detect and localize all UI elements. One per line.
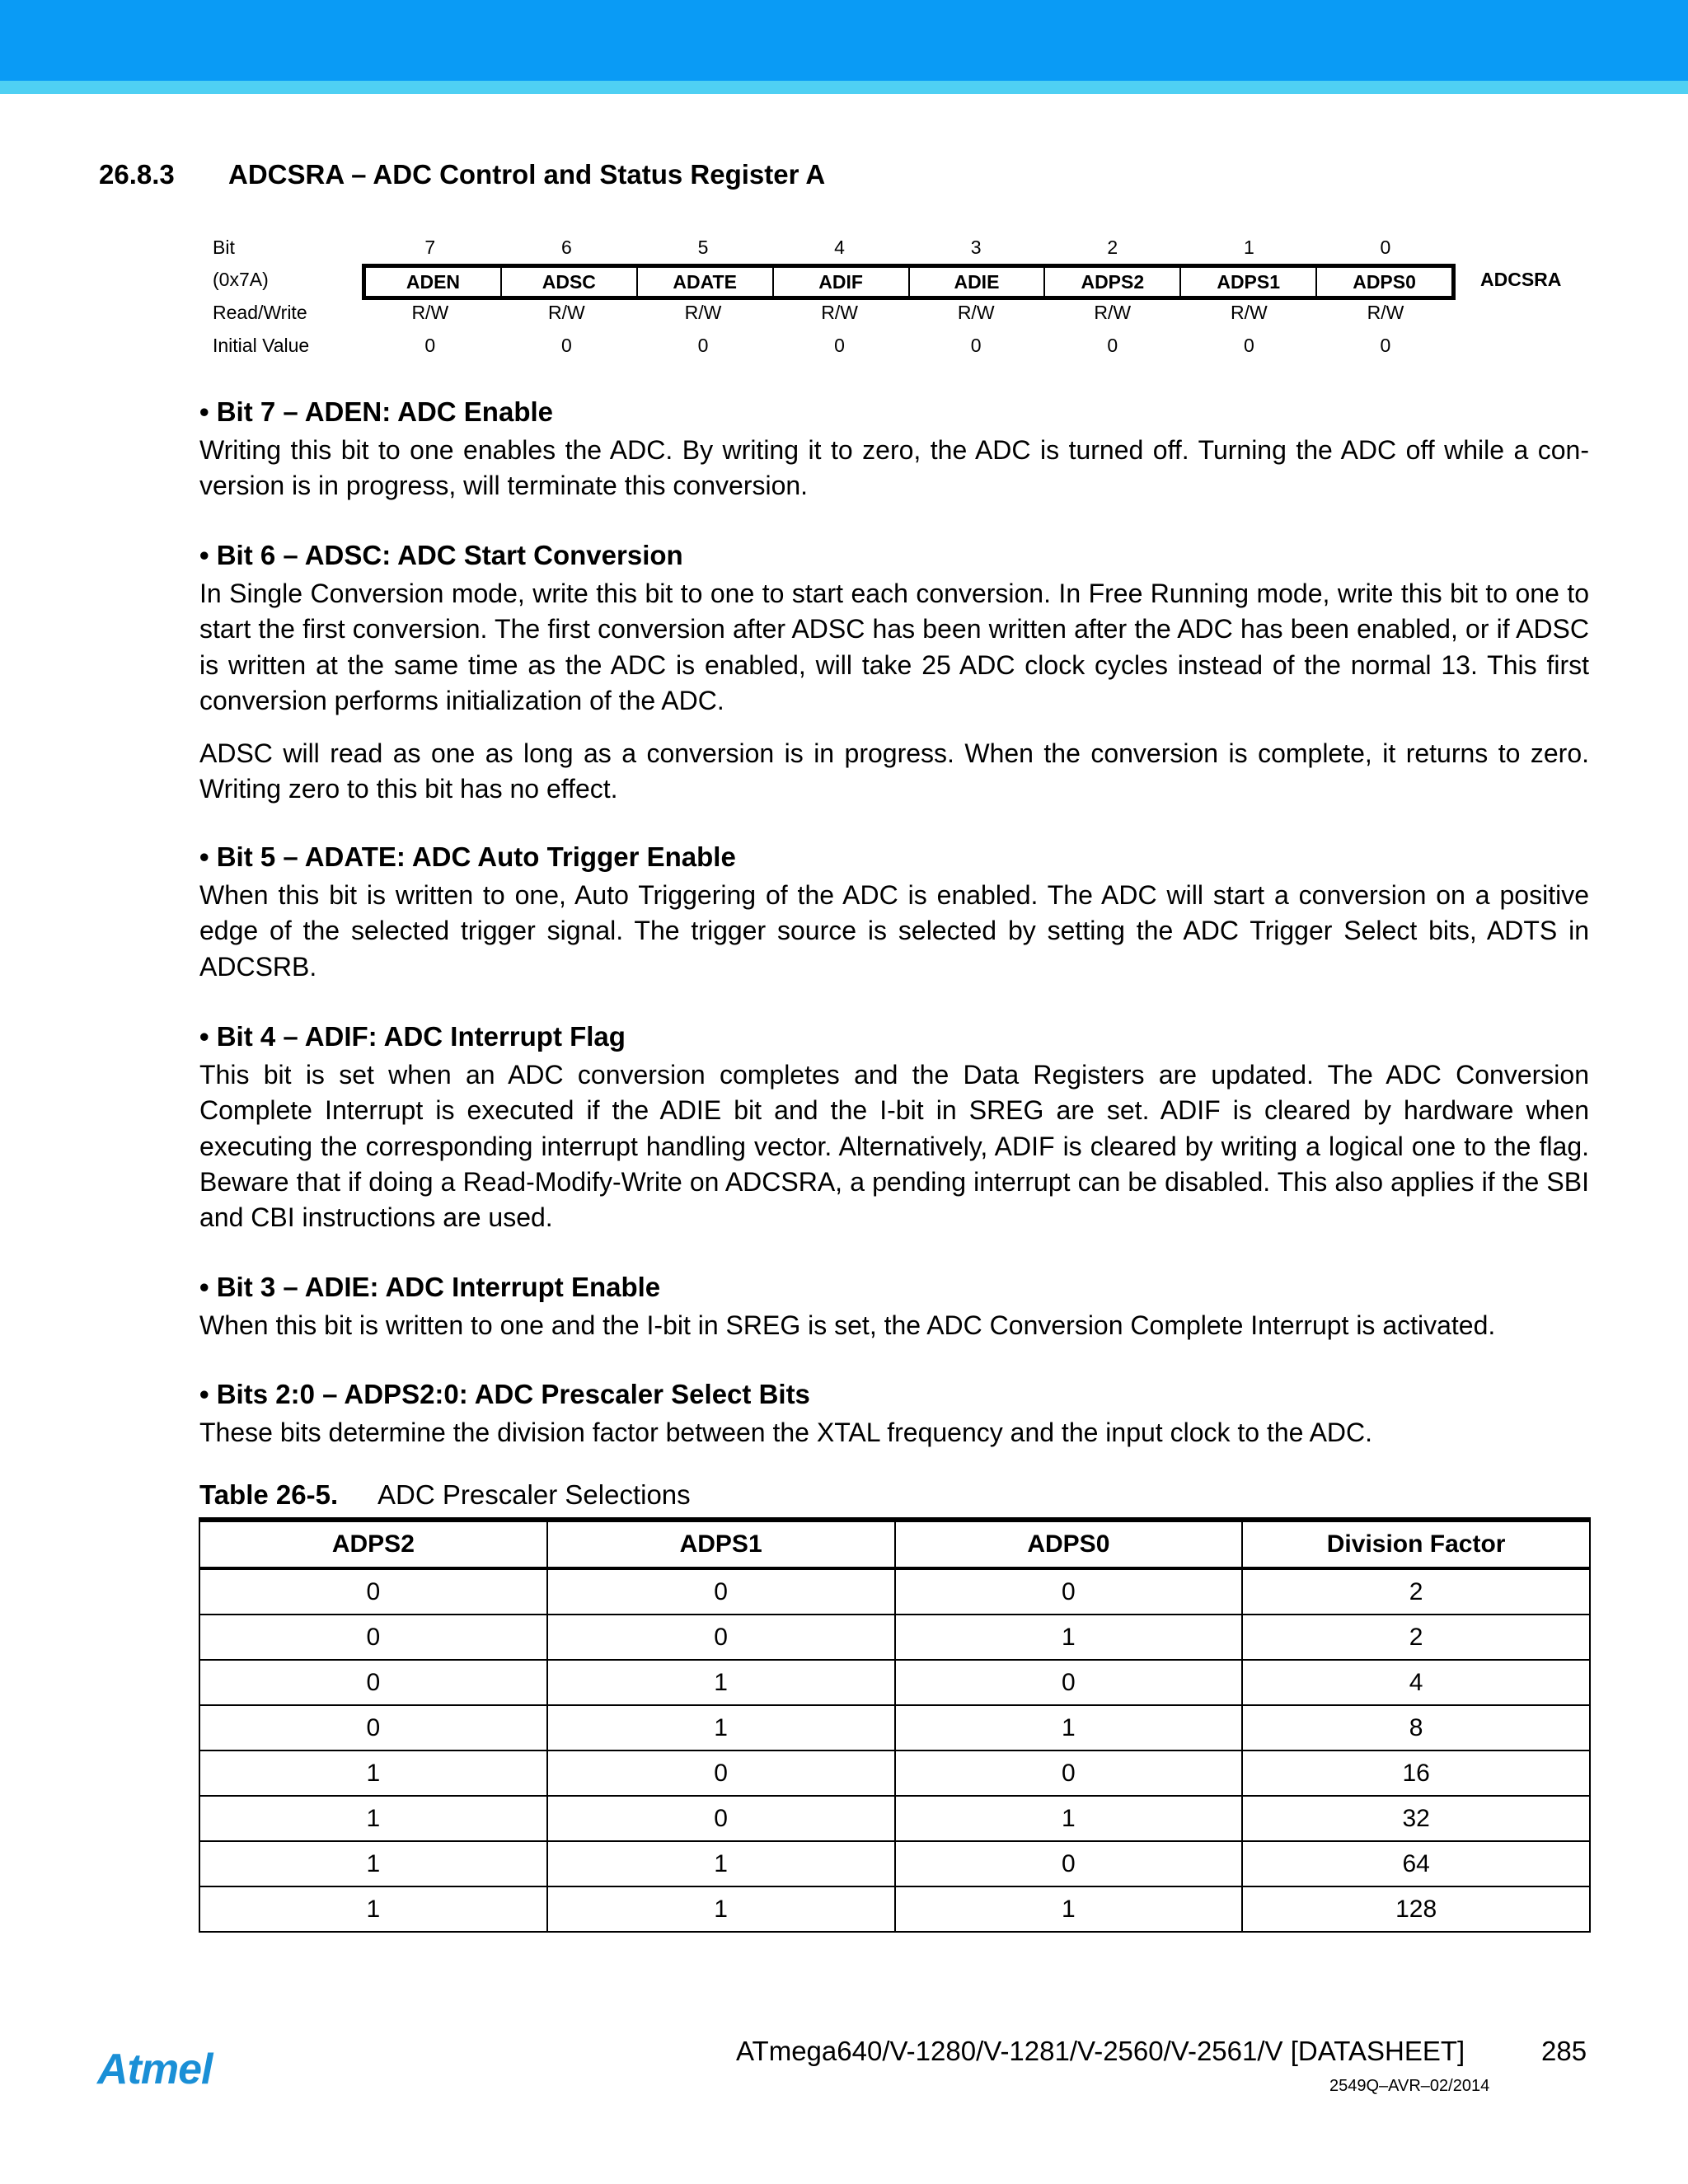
- table-cell: 4: [1242, 1660, 1590, 1705]
- register-name: ADCSRA: [1480, 269, 1562, 290]
- initial-value: 0: [697, 335, 709, 356]
- access-value: R/W: [411, 302, 449, 323]
- atmel-logo: [96, 2044, 244, 2097]
- initial-value: 0: [560, 335, 572, 356]
- access-value: R/W: [548, 302, 585, 323]
- bit-name: ADIF: [774, 268, 910, 296]
- table-cell: 1: [895, 1615, 1243, 1660]
- access-value: R/W: [957, 302, 995, 323]
- table-caption-title: ADC Prescaler Selections: [377, 1479, 691, 1510]
- initial-value: 0: [424, 335, 436, 356]
- bit-name: ADPS0: [1353, 271, 1416, 293]
- table-cell: 8: [1242, 1705, 1590, 1750]
- table-cell: 2: [1242, 1615, 1590, 1660]
- access-value: R/W: [1094, 302, 1132, 323]
- table-cell: 16: [1242, 1750, 1590, 1796]
- initial-value: 0: [1107, 335, 1118, 356]
- table-cell: 1: [547, 1705, 895, 1750]
- table-cell: 2: [1242, 1568, 1590, 1615]
- bit-name: ADEN: [366, 268, 502, 296]
- footer-document-title: ATmega640/V-1280/V-1281/V-2560/V-2561/V [DATASHEET]: [736, 2036, 1465, 2066]
- reg-label-bit: Bit: [213, 237, 235, 258]
- table-cell: 1: [895, 1886, 1243, 1932]
- bit-number-row: [362, 237, 1456, 259]
- table-row: [199, 1705, 1590, 1750]
- section-title: ADCSRA – ADC Control and Status Register A: [228, 159, 826, 190]
- reg-label-address: (0x7A): [213, 269, 269, 290]
- access-row: [362, 302, 1456, 324]
- bit5-title: • Bit 5 – ADATE: ADC Auto Trigger Enable: [199, 841, 736, 872]
- table-header-row: [199, 1520, 1590, 1568]
- table-header: ADPS0: [895, 1520, 1243, 1568]
- access-value: R/W: [821, 302, 858, 323]
- bits2-0-paragraph: These bits determine the division factor between the XTAL frequency and the input clock to the ADC.: [199, 1418, 1373, 1447]
- bit6-title: • Bit 6 – ADSC: ADC Start Conversion: [199, 540, 683, 570]
- svg-text:Atmel: Atmel: [97, 2046, 213, 2093]
- table-cell: 32: [1242, 1796, 1590, 1841]
- table-cell: 1: [895, 1705, 1243, 1750]
- table-row: [199, 1750, 1590, 1796]
- table-row: [199, 1615, 1590, 1660]
- table-header: ADPS2: [199, 1520, 547, 1568]
- section-heading: [99, 159, 825, 190]
- bit3-paragraph: When this bit is written to one and the I-bit in SREG is set, the ADC Conversion Complete Interrupt is activated.: [199, 1310, 1496, 1340]
- initial-value: 0: [1243, 335, 1254, 356]
- access-value: R/W: [1231, 302, 1268, 323]
- initial-value: 0: [970, 335, 982, 356]
- initial-value: 0: [1380, 335, 1391, 356]
- header-bar: [0, 0, 1688, 81]
- bit5-paragraph: When this bit is written to one, Auto Triggering of the ADC is enabled. The ADC will start a conversion on a positive edge of the selected trigger signal. The trigger source is selected by setting the ADC Trigger Select bits, ADTS in ADCSRB.: [199, 880, 1589, 982]
- bit-name: ADATE: [638, 268, 774, 296]
- bit-number: 1: [1243, 237, 1254, 258]
- initial-value: 0: [834, 335, 845, 356]
- bit4-title: • Bit 4 – ADIF: ADC Interrupt Flag: [199, 1021, 626, 1052]
- table-cell: 0: [547, 1615, 895, 1660]
- table-row: [199, 1841, 1590, 1886]
- bit-number: 3: [970, 237, 982, 258]
- table-cell: 1: [547, 1886, 895, 1932]
- table-cell: 0: [199, 1615, 547, 1660]
- footer-doc-id: 2549Q–AVR–02/2014: [1329, 2077, 1490, 2095]
- register-bit-box: [362, 264, 1456, 300]
- table-cell: 1: [199, 1886, 547, 1932]
- bit-name: ADPS2: [1045, 268, 1181, 296]
- table-cell: 0: [895, 1750, 1243, 1796]
- table-cell: 1: [895, 1796, 1243, 1841]
- table-row: [199, 1796, 1590, 1841]
- section-number: 26.8.3: [99, 159, 175, 190]
- table-header: ADPS1: [547, 1520, 895, 1568]
- access-value: R/W: [684, 302, 722, 323]
- bit7-paragraph: Writing this bit to one enables the ADC. By writing it to zero, the ADC is turned off. Turning the ADC off while a con-version is in progress, will terminate this conversion.: [199, 435, 1589, 501]
- header-stripe: [0, 81, 1688, 94]
- table-cell: 1: [547, 1841, 895, 1886]
- bit6-paragraph-2: ADSC will read as one as long as a conversion is in progress. When the conversion is complete, it returns to zero. Writing zero to this bit has no effect.: [199, 738, 1589, 804]
- table-cell: 0: [895, 1841, 1243, 1886]
- table-header: Division Factor: [1242, 1520, 1590, 1568]
- table-cell: 64: [1242, 1841, 1590, 1886]
- table-caption-number: Table 26-5.: [199, 1479, 339, 1510]
- bit-name: ADPS1: [1181, 268, 1317, 296]
- bit7-title: • Bit 7 – ADEN: ADC Enable: [199, 396, 553, 427]
- table-cell: 0: [895, 1568, 1243, 1615]
- bit-number: 5: [697, 237, 709, 258]
- table-cell: 0: [895, 1660, 1243, 1705]
- table-cell: 0: [547, 1750, 895, 1796]
- table-cell: 0: [547, 1796, 895, 1841]
- initial-row: [362, 335, 1456, 357]
- bit-number: 0: [1380, 237, 1391, 258]
- table-row: [199, 1568, 1590, 1615]
- table-row: [199, 1660, 1590, 1705]
- table-row: [199, 1886, 1590, 1932]
- bit-number: 4: [834, 237, 845, 258]
- table-cell: 1: [547, 1660, 895, 1705]
- bit-number: 7: [424, 237, 436, 258]
- table-caption: [199, 1479, 691, 1511]
- reg-label-rw: Read/Write: [213, 302, 307, 323]
- table-cell: 0: [199, 1660, 547, 1705]
- footer-page-number: 285: [1541, 2036, 1587, 2066]
- table-cell: 0: [199, 1568, 547, 1615]
- table-cell: 0: [199, 1705, 547, 1750]
- table-cell: 1: [199, 1841, 547, 1886]
- bit-name: ADIE: [910, 268, 1046, 296]
- bit-number: 6: [560, 237, 572, 258]
- bit-number: 2: [1107, 237, 1118, 258]
- bit-name: ADSC: [502, 268, 638, 296]
- prescaler-table: [199, 1517, 1591, 1933]
- bit6-paragraph: In Single Conversion mode, write this bit to one to start each conversion. In Free Running mode, write this bit to one to start the first conversion. The first conversion after ADSC has been written after the ADC has been enabled, or if ADSC is written at the same time as the ADC is enabled, will take 25 ADC clock cycles instead of the normal 13. This first conversion performs initialization of the ADC.: [199, 579, 1589, 715]
- bit4-paragraph: This bit is set when an ADC conversion completes and the Data Registers are updated. The ADC Conversion Complete Interrupt is executed if the ADIE bit and the I-bit in SREG are set. ADIF is cleared by hardware when executing the corresponding interrupt handling vector. Alternatively, ADIF is cleared by writing a logical one to the flag. Beware that if doing a Read-Modify-Write on ADCSRA, a pending interrupt can be disabled. This also applies if the SBI and CBI instructions are used.: [199, 1060, 1589, 1233]
- reg-label-init: Initial Value: [213, 335, 310, 356]
- bits2-0-title: • Bits 2:0 – ADPS2:0: ADC Prescaler Select Bits: [199, 1379, 810, 1409]
- table-cell: 1: [199, 1796, 547, 1841]
- table-cell: 128: [1242, 1886, 1590, 1932]
- table-cell: 0: [547, 1568, 895, 1615]
- table-cell: 1: [199, 1750, 547, 1796]
- access-value: R/W: [1367, 302, 1404, 323]
- bit3-title: • Bit 3 – ADIE: ADC Interrupt Enable: [199, 1272, 661, 1302]
